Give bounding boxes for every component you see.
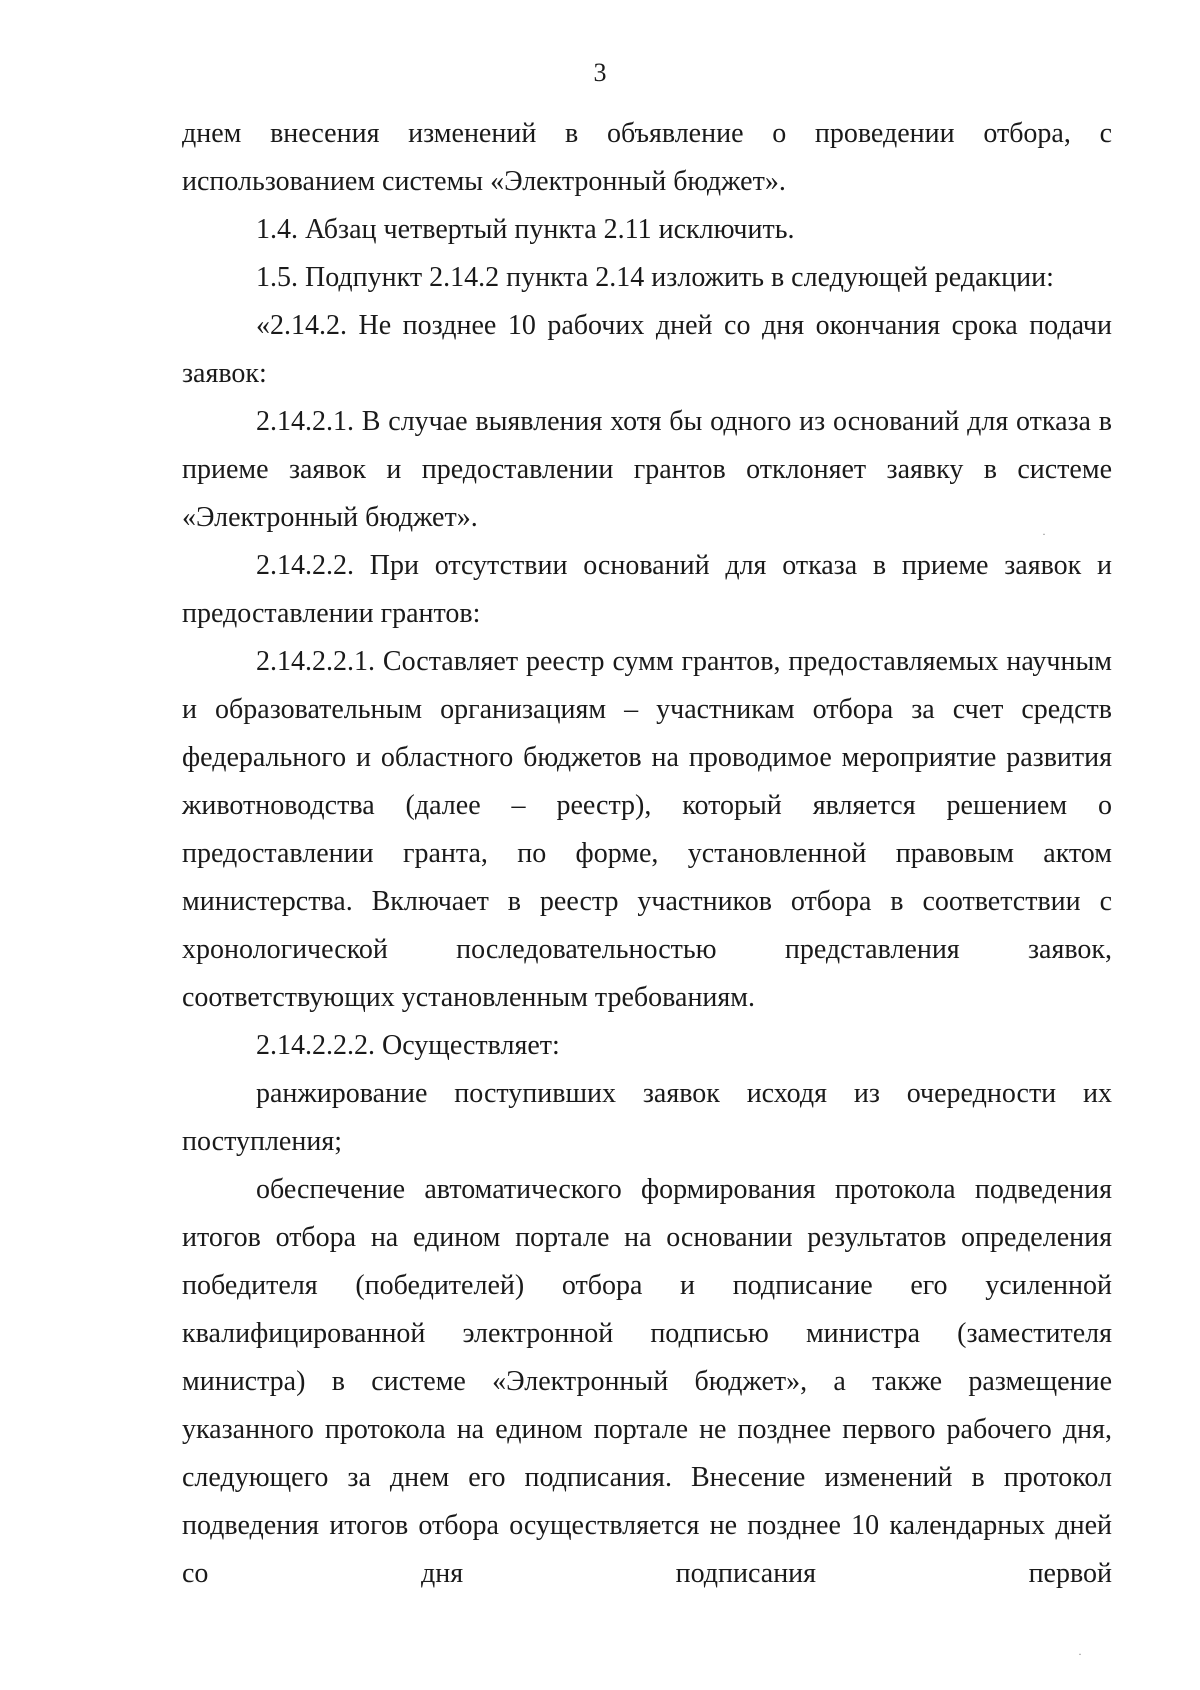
paragraph: ранжирование поступивших заявок исходя из очередности их поступления;	[182, 1078, 1112, 1157]
scan-speck: ·	[1042, 527, 1046, 541]
paragraph: 1.4. Абзац четвертый пункта 2.11 исключить.	[256, 214, 795, 245]
paragraph: 2.14.2.2.1. Составляет реестр сумм грантов, предоставляемых научным и образовательным организациям – участникам отбора за счет средств федерального и областного бюджетов на проводимое мероприятие развития животноводства (далее – реестр), который является решением о предоставлении гранта, по форме, установленной правовым актом министерства. Включает в реестр участников отбора в соответствии с хронологической последовательностью представления заявок, соответствующих установленным требованиям.	[182, 646, 1112, 1013]
paragraph: «2.14.2. Не позднее 10 рабочих дней со дня окончания срока подачи заявок:	[182, 310, 1112, 389]
page-number: 3	[593, 58, 607, 87]
paragraph-continued: обеспечение автоматического формирования протокола подведения итогов отбора на едином портале на основании результатов определения победителя (победителей) отбора и подписание его усиленной квалифицированной электронной подписью министра (заместителя министра) в системе «Электронный бюджет», а также размещение указанного протокола на едином портале не позднее первого рабочего дня, следующего за днем его подписания. Внесение изменений в протокол подведения итогов отбора осуществляется не позднее 10 календарных дней со дня подписания первой	[182, 1174, 1112, 1589]
paragraph: 2.14.2.2. При отсутствии оснований для отказа в приеме заявок и предоставлении грантов:	[182, 550, 1112, 629]
paragraph: 2.14.2.1. В случае выявления хотя бы одного из оснований для отказа в приеме заявок и предоставлении грантов отклоняет заявку в системе «Электронный бюджет».	[182, 406, 1112, 533]
document-body	[182, 110, 1112, 1598]
paragraph: днем внесения изменений в объявление о проведении отбора, с использованием системы «Электронный бюджет».	[182, 118, 1112, 197]
paragraph: 1.5. Подпункт 2.14.2 пункта 2.14 изложить в следующей редакции:	[256, 262, 1054, 293]
paragraph: 2.14.2.2.2. Осуществляет:	[256, 1030, 560, 1061]
scan-speck: ·	[1078, 1647, 1082, 1661]
